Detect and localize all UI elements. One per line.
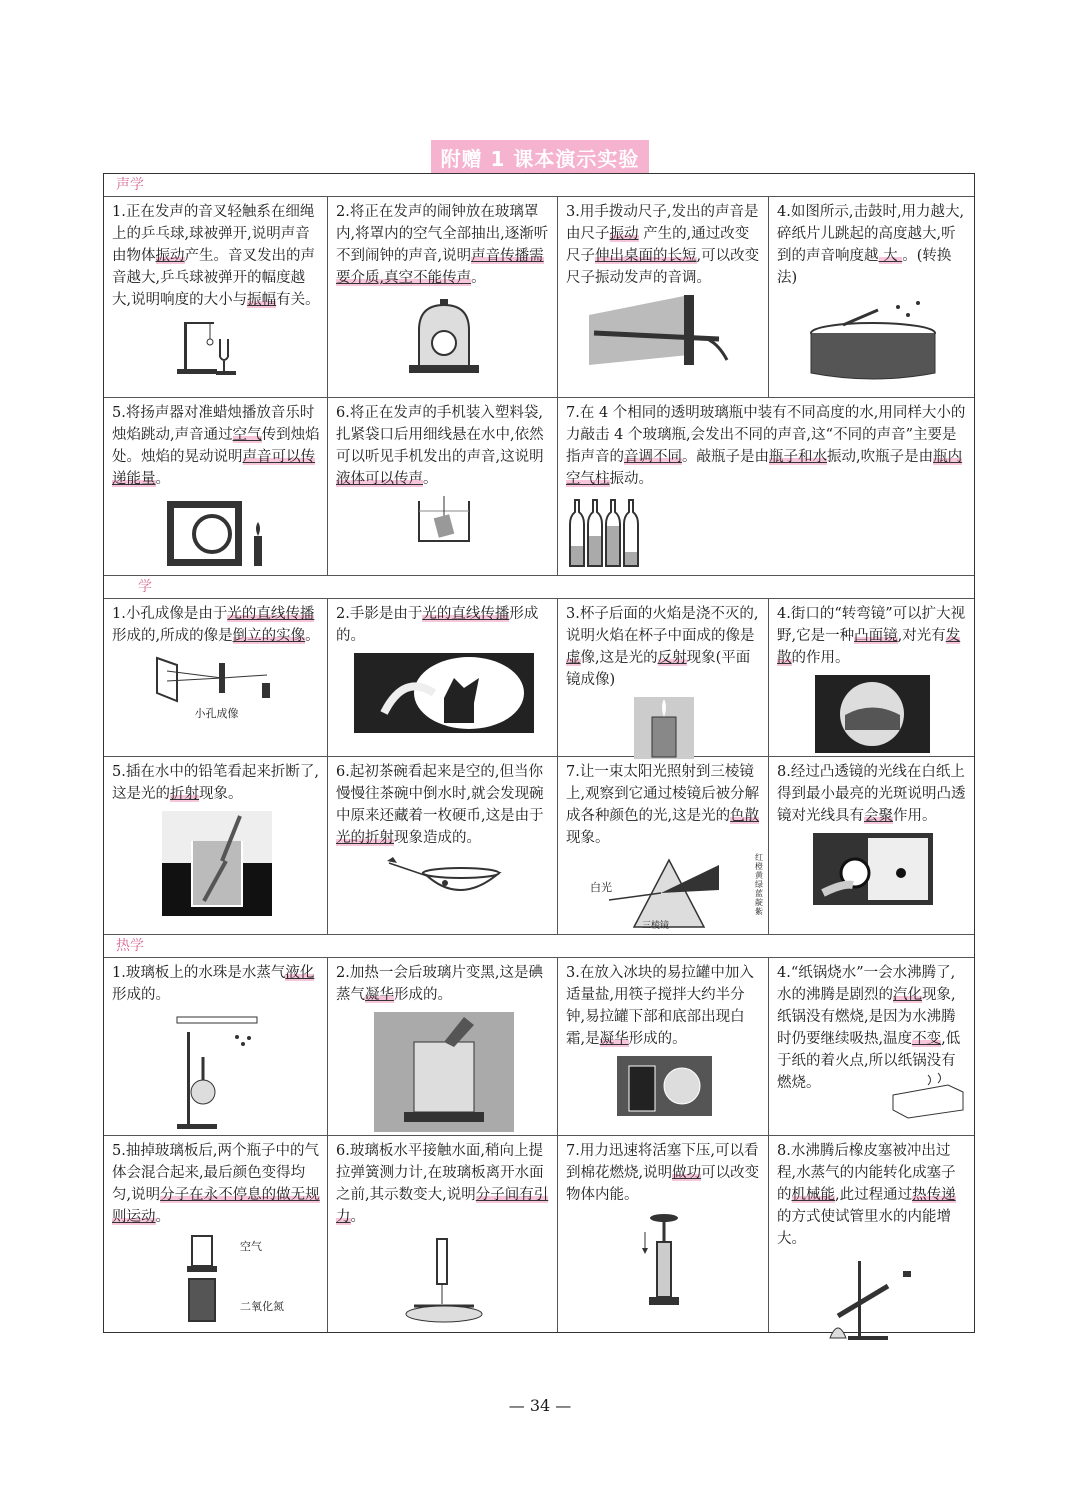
glass-candle-figure bbox=[566, 697, 762, 759]
cell-text: 8.水沸腾后橡皮塞被冲出过程,水蒸气的内能转化成塞子的机械能,此过程通过热传递的方式使试管里水的内能增大。 bbox=[777, 1143, 956, 1247]
bell-jar-figure bbox=[336, 295, 551, 375]
speaker-candle-figure bbox=[112, 496, 321, 568]
experiment-cell bbox=[558, 958, 769, 1135]
convex-lens-figure bbox=[777, 833, 968, 905]
cell-text: 3.在放入冰块的易拉罐中加入适量盐,用筷子搅拌大约半分钟,易拉罐下部和底部出现白霜,是凝华形成的。 bbox=[566, 965, 754, 1047]
cell-text: 1.小孔成像是由于光的直线传播形成的,所成的像是倒立的实像。 bbox=[112, 606, 320, 644]
cell-text: 3.用手拨动尺子,发出的声音是由尺子振动 产生的,通过改变尺子伸出桌面的长短,可以改变尺子振动发声的音调。 bbox=[566, 204, 760, 286]
spring-scale-figure bbox=[336, 1234, 551, 1324]
cell-text: 5.将扬声器对准蜡烛播放音乐时烛焰跳动,声音通过空气传到烛焰处。烛焰的晃动说明声音可以传递能量。 bbox=[112, 405, 320, 487]
paper-pot-figure bbox=[888, 1070, 968, 1127]
cell-text: 2.加热一会后玻璃片变黑,这是碘蒸气凝华形成的。 bbox=[336, 965, 543, 1003]
experiment-cell bbox=[104, 599, 328, 756]
cell-text: 7.用力迅速将活塞下压,可以看到棉花燃烧,说明做功可以改变物体内能。 bbox=[566, 1143, 760, 1203]
condensation-figure bbox=[112, 1012, 321, 1132]
experiment-cell bbox=[328, 197, 558, 397]
experiment-table bbox=[103, 173, 975, 1333]
spectrum-label: 红橙黄绿蓝靛紫 bbox=[755, 853, 763, 916]
test-tube-figure bbox=[777, 1256, 968, 1341]
cell-text: 5.抽掉玻璃板后,两个瓶子中的气体会混合起来,最后颜色变得均匀,说明分子在永不停息的做无规则运动。 bbox=[112, 1143, 320, 1225]
page-number: — 34 — bbox=[508, 1396, 572, 1415]
cell-text: 4.如图所示,击鼓时,用力越大,碎纸片儿跳起的高度越大,听到的声音响度越 大 。(转换法) bbox=[777, 204, 965, 286]
convex-mirror-figure bbox=[777, 675, 968, 753]
experiment-cell bbox=[104, 1136, 328, 1332]
cell-text: 4.“纸锅烧水”一会水沸腾了,水的沸腾是剧烈的汽化现象,纸锅没有燃烧,是因为水沸腾时仍要继续吸热,温度不变,低于纸的着火点,所以纸锅没有燃烧。 bbox=[777, 965, 961, 1091]
gas-diffusion-figure bbox=[112, 1234, 321, 1324]
prism-figure bbox=[566, 855, 762, 933]
cell-text: 2.将正在发声的闹钟放在玻璃罩内,将罩内的空气全部抽出,逐渐听不到闹钟的声音,说明声音传播需要介质,真空不能传声。 bbox=[336, 204, 549, 286]
page-title: 附赠 1 课本演示实验 bbox=[431, 140, 650, 175]
experiment-cell bbox=[558, 197, 769, 397]
experiment-cell bbox=[328, 958, 558, 1135]
experiment-cell bbox=[328, 599, 558, 756]
experiment-cell bbox=[769, 599, 974, 756]
section-heading-acoustics: 声学 bbox=[104, 174, 974, 197]
prism-label-white-light: 白光 bbox=[590, 881, 612, 894]
cell-text: 8.经过凸透镜的光线在白纸上得到最小最亮的光斑说明凸透镜对光线具有会聚作用。 bbox=[777, 764, 966, 824]
experiment-cell bbox=[104, 757, 328, 934]
cell-text: 6.玻璃板水平接触水面,稍向上提拉弹簧测力计,在玻璃板离开水面之前,其示数变大,说明分子间有引力。 bbox=[336, 1143, 549, 1225]
experiment-cell bbox=[104, 958, 328, 1135]
section-heading-optics: 学 bbox=[104, 576, 974, 599]
cell-text: 5.插在水中的铅笔看起来折断了,这是光的折射现象。 bbox=[112, 764, 319, 802]
section-heading-thermal: 热学 bbox=[104, 935, 974, 958]
can-frost-figure bbox=[566, 1056, 762, 1116]
tuning-fork-figure bbox=[112, 317, 321, 377]
experiment-cell bbox=[769, 757, 974, 934]
experiment-cell bbox=[769, 1136, 974, 1332]
experiment-cell bbox=[104, 398, 328, 575]
pinhole-figure bbox=[112, 653, 321, 725]
shadow-puppet-figure bbox=[336, 653, 551, 733]
prism-label: 三棱镜 bbox=[642, 921, 670, 931]
experiment-cell bbox=[558, 757, 769, 934]
experiment-cell bbox=[104, 197, 328, 397]
bottles-figure bbox=[566, 496, 968, 568]
experiment-cell bbox=[558, 599, 769, 756]
lower-bottle-label: 二氧化氮 bbox=[240, 1300, 284, 1313]
table-row bbox=[104, 599, 974, 757]
cell-text: 7.让一束太阳光照射到三棱镜上,观察到它通过棱镜后被分解成各种颜色的光,这是光的色散现象。 bbox=[566, 764, 760, 846]
page-title-wrap bbox=[0, 140, 1080, 175]
experiment-cell bbox=[558, 398, 974, 575]
upper-bottle-label: 空气 bbox=[240, 1240, 262, 1253]
bowl-coin-figure bbox=[336, 855, 551, 903]
table-row bbox=[104, 197, 974, 398]
piston-figure bbox=[566, 1212, 762, 1307]
cell-text: 3.杯子后面的火焰是浇不灭的,说明火焰在杯子中面成的像是虚像,这是光的反射现象(平面镜成像) bbox=[566, 606, 759, 688]
table-row bbox=[104, 398, 974, 576]
cell-text: 7.在 4 个相同的透明玻璃瓶中装有不同高度的水,用同样大小的力敲击 4 个玻璃瓶,会发出不同的声音,这“不同的声音”主要是指声音的音调不同。敲瓶子是由瓶子和水振动,吹瓶子是由瓶内空气柱振动。 bbox=[566, 405, 966, 487]
experiment-cell bbox=[328, 1136, 558, 1332]
ruler-figure bbox=[566, 295, 762, 365]
experiment-cell bbox=[769, 958, 974, 1135]
cell-text: 1.玻璃板上的水珠是水蒸气液化形成的。 bbox=[112, 965, 315, 1003]
experiment-cell bbox=[769, 197, 974, 397]
table-row bbox=[104, 757, 974, 935]
phone-in-water-figure bbox=[336, 496, 551, 546]
cell-text: 1.正在发声的音叉轻触系在细绳上的乒乓球,球被弹开,说明声音由物体振动产生。音叉发出的声音越大,乒乓球被弹开的幅度越大,说明响度的大小与振幅有关。 bbox=[112, 204, 320, 308]
experiment-cell bbox=[558, 1136, 769, 1332]
pencil-in-water-figure bbox=[112, 811, 321, 916]
table-row bbox=[104, 1136, 974, 1332]
experiment-cell bbox=[328, 757, 558, 934]
iodine-figure bbox=[336, 1012, 551, 1132]
cell-text: 6.将正在发声的手机装入塑料袋,扎紧袋口后用细线悬在水中,依然可以听见手机发出的声音,这说明液体可以传声。 bbox=[336, 405, 544, 487]
table-row bbox=[104, 958, 974, 1136]
cell-text: 2.手影是由于光的直线传播形成的。 bbox=[336, 606, 539, 644]
drum-figure bbox=[777, 295, 968, 380]
cell-text: 4.街口的“转弯镜”可以扩大视野,它是一种凸面镜,对光有发散的作用。 bbox=[777, 606, 966, 666]
figure-caption: 小孔成像 bbox=[194, 707, 239, 720]
experiment-cell bbox=[328, 398, 558, 575]
cell-text: 6.起初茶碗看起来是空的,但当你慢慢往茶碗中倒水时,就会发现碗中原来还藏着一枚硬币,这是由于光的折射现象造成的。 bbox=[336, 764, 544, 846]
